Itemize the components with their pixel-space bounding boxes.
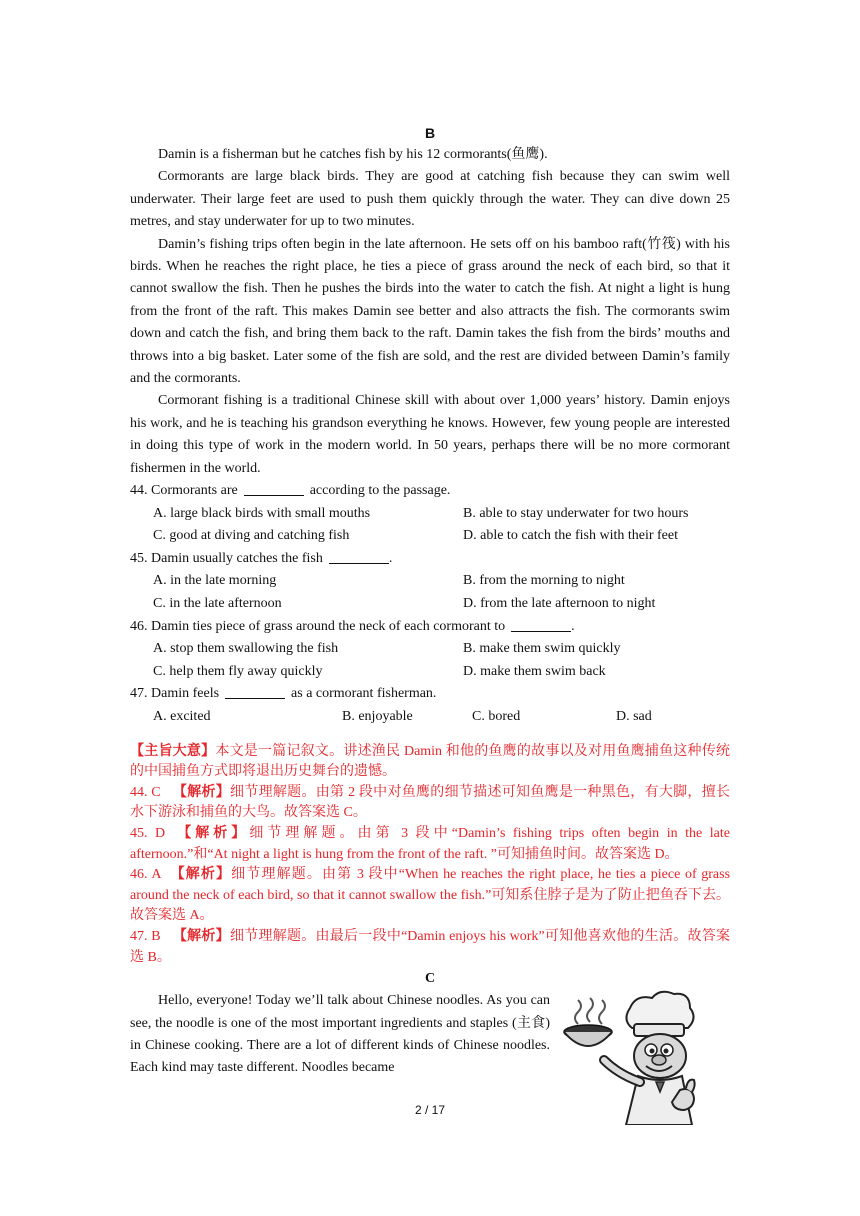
question-47-options-row — [130, 706, 730, 729]
option-b: B. make them swim quickly — [463, 641, 621, 657]
passage-b-paragraph: Damin is a fisherman but he catches fish by his 12 cormorants(鱼鹰). — [158, 147, 548, 162]
question-45-options-row-1 — [130, 570, 730, 593]
option-a: A. stop them swallowing the fish — [153, 641, 339, 657]
analysis-tag: 【解析】 — [173, 826, 250, 841]
option-c: C. help them fly away quickly — [153, 663, 323, 679]
analysis-text: 细节理解题。由第 3 段中“When he reaches the right place, he ties a piece of grass around the neck of each bird, so that it cannot swallow the fish.”可知系住脖子是为了防止把鱼吞下去。故答案选 A。 — [130, 867, 731, 924]
option-a: A. excited — [153, 709, 211, 725]
answer-number: 45. D — [130, 826, 166, 841]
option-b: B. able to stay underwater for two hours — [463, 505, 689, 521]
option-d: D. able to catch the fish with their feet — [463, 528, 678, 544]
answer-blank — [244, 481, 304, 496]
answer-number: 46. A — [130, 867, 162, 883]
question-46-options-row-1 — [130, 638, 730, 661]
question-45 — [130, 548, 730, 571]
answer-analysis-47 — [130, 927, 730, 968]
option-a: A. large black birds with small mouths — [153, 505, 371, 521]
passage-b-paragraph: Cormorant fishing is a traditional Chinese skill with about over 1,000 years’ history. Damin enjoys his work, and he is teaching his grandson everything he knows. However, few young people are interested in doing this type of work in the modern world. In 50 years, perhaps there will be no more cormorant fishermen in the world. — [130, 393, 730, 476]
analysis-tag: 【解析】 — [169, 867, 232, 883]
question-46-options-row-2 — [130, 661, 730, 684]
option-a: A. in the late morning — [153, 573, 277, 589]
question-44-options-row-1 — [130, 503, 730, 526]
option-b: B. from the morning to night — [463, 573, 625, 589]
option-d: D. make them swim back — [463, 663, 606, 679]
option-d: D. from the late afternoon to night — [463, 596, 656, 612]
question-44 — [130, 480, 730, 503]
answer-number: 47. B — [130, 928, 161, 944]
option-d: D. sad — [616, 709, 652, 725]
answer-analysis-44 — [130, 783, 730, 824]
main-idea — [130, 742, 730, 783]
question-47-stem: 47. Damin feels — [130, 686, 220, 702]
option-c: C. bored — [472, 709, 521, 725]
option-c: C. in the late afternoon — [153, 596, 282, 612]
passage-b-paragraph: Cormorants are large black birds. They are good at catching fish because they can swim well underwater. Their large feet are used to push them quickly through the water. They can dive down 25 metres, and stay underwater for up to two minutes. — [130, 169, 730, 230]
answer-blank — [511, 617, 571, 632]
question-44-options-row-2 — [130, 525, 730, 548]
passage-b-paragraph: Damin’s fishing trips often begin in the late afternoon. He sets off on his bamboo raft(竹筏) with his birds. When he reaches the right place, he ties a piece of grass around the neck of each bird, so that it cannot swallow the fish. Then he pushes the birds into the water to catch the fish. At night a light is hung from the front of the raft. This makes Damin see better and also attracts the fish. The cormorants swim down and catch the fish, and bring them back to the raft. Damin takes the fish from the birds’ mouths and throws into a big basket. Later some of the fish are sold, and the rest are divided between Damin’s family and the cormorants. — [130, 236, 730, 387]
analysis-text: 细节理解题。由最后一段中“Damin enjoys his work”可知他喜欢他的生活。故答案选 B。 — [130, 928, 731, 965]
question-47-tail: as a cormorant fisherman. — [291, 686, 437, 702]
answer-analysis-45 — [130, 824, 730, 865]
answer-number: 44. C — [130, 784, 161, 800]
answer-blank — [329, 549, 389, 564]
page-content — [130, 122, 730, 1125]
question-45-options-row-2 — [130, 593, 730, 616]
analysis-tag: 【解析】 — [172, 784, 231, 800]
passage-c-paragraph: Hello, everyone! Today we’ll talk about Chinese noodles. As you can see, the noodle is one of the most important ingredients and staples (主食) in Chinese cooking. There are a lot of different kinds of Chinese noodles. Each kind may taste different. Noodles became — [130, 993, 550, 1076]
section-c-heading: C — [424, 971, 436, 987]
main-idea-text: 本文是一篇记叙文。讲述渔民 Damin 和他的鱼鹰的故事以及对用鱼鹰捕鱼这种传统的中国捕鱼方式即将退出历史舞台的遗憾。 — [130, 743, 731, 780]
analysis-tag: 【解析】 — [172, 928, 230, 944]
question-46 — [130, 616, 730, 639]
main-idea-tag: 【主旨大意】 — [130, 743, 216, 759]
option-c: C. good at diving and catching fish — [153, 528, 350, 544]
question-44-stem: 44. Cormorants are — [130, 483, 238, 499]
answer-analysis-46 — [130, 865, 730, 927]
question-45-tail: . — [388, 550, 393, 566]
option-b: B. enjoyable — [342, 709, 413, 725]
question-46-stem: 46. Damin ties piece of grass around the neck of each cormorant to — [130, 618, 506, 634]
question-44-tail: according to the passage. — [309, 483, 451, 499]
question-46-tail: . — [571, 618, 575, 634]
answer-blank — [225, 684, 285, 699]
section-b-heading: B — [424, 125, 436, 141]
analysis-text: 细节理解题。由第 3 段中“Damin’s fishing trips often begin in the late afternoon.”和“At night a light is hung from the front of the raft. ”可知捕鱼时间。故答案选 D。 — [130, 826, 730, 862]
question-47 — [130, 683, 730, 706]
question-45-stem: 45. Damin usually catches the fish — [130, 550, 323, 566]
analysis-text: 细节理解题。由第 2 段中对鱼鹰的细节描述可知鱼鹰是一种黑色，有大脚，擅长水下游泳和捕鱼的大鸟。故答案选 C。 — [130, 784, 730, 821]
page-number: 2 / 17 — [414, 1103, 446, 1117]
